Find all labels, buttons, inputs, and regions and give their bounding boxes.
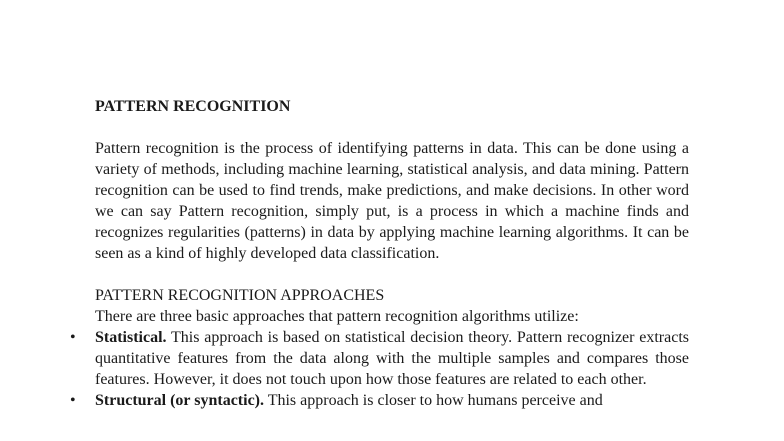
list-item-statistical: [70, 327, 689, 390]
list-item-structural: [70, 390, 689, 411]
bullet-icon: •: [70, 392, 76, 409]
approaches-list: [70, 327, 689, 411]
bullet-term: Statistical.: [95, 329, 167, 346]
bullet-term: Structural (or syntactic).: [95, 392, 264, 409]
page-title: PATTERN RECOGNITION: [95, 98, 291, 115]
bullet-text: This approach is closer to how humans perceive and: [264, 392, 603, 409]
bullet-text: This approach is based on statistical decision theory. Pattern recognizer extracts quantitative features from the data along with the multiple samples and compares those features. However, it does not touch upon how those features are related to each other.: [95, 329, 689, 388]
approaches-heading: PATTERN RECOGNITION APPROACHES: [95, 287, 385, 304]
document-body: [70, 96, 689, 411]
intro-paragraph: Pattern recognition is the process of identifying patterns in data. This can be done using a variety of methods, including machine learning, statistical analysis, and data mining. Pattern recognition can be used to find trends, make predictions, and make decisions. In other word we can say Pattern recognition, simply put, is a process in which a machine finds and recognizes regularities (patterns) in data by applying machine learning algorithms. It can be seen as a kind of highly developed data classification.: [95, 140, 689, 262]
approaches-intro: There are three basic approaches that pattern recognition algorithms utilize:: [95, 308, 579, 325]
bullet-icon: •: [70, 329, 76, 346]
